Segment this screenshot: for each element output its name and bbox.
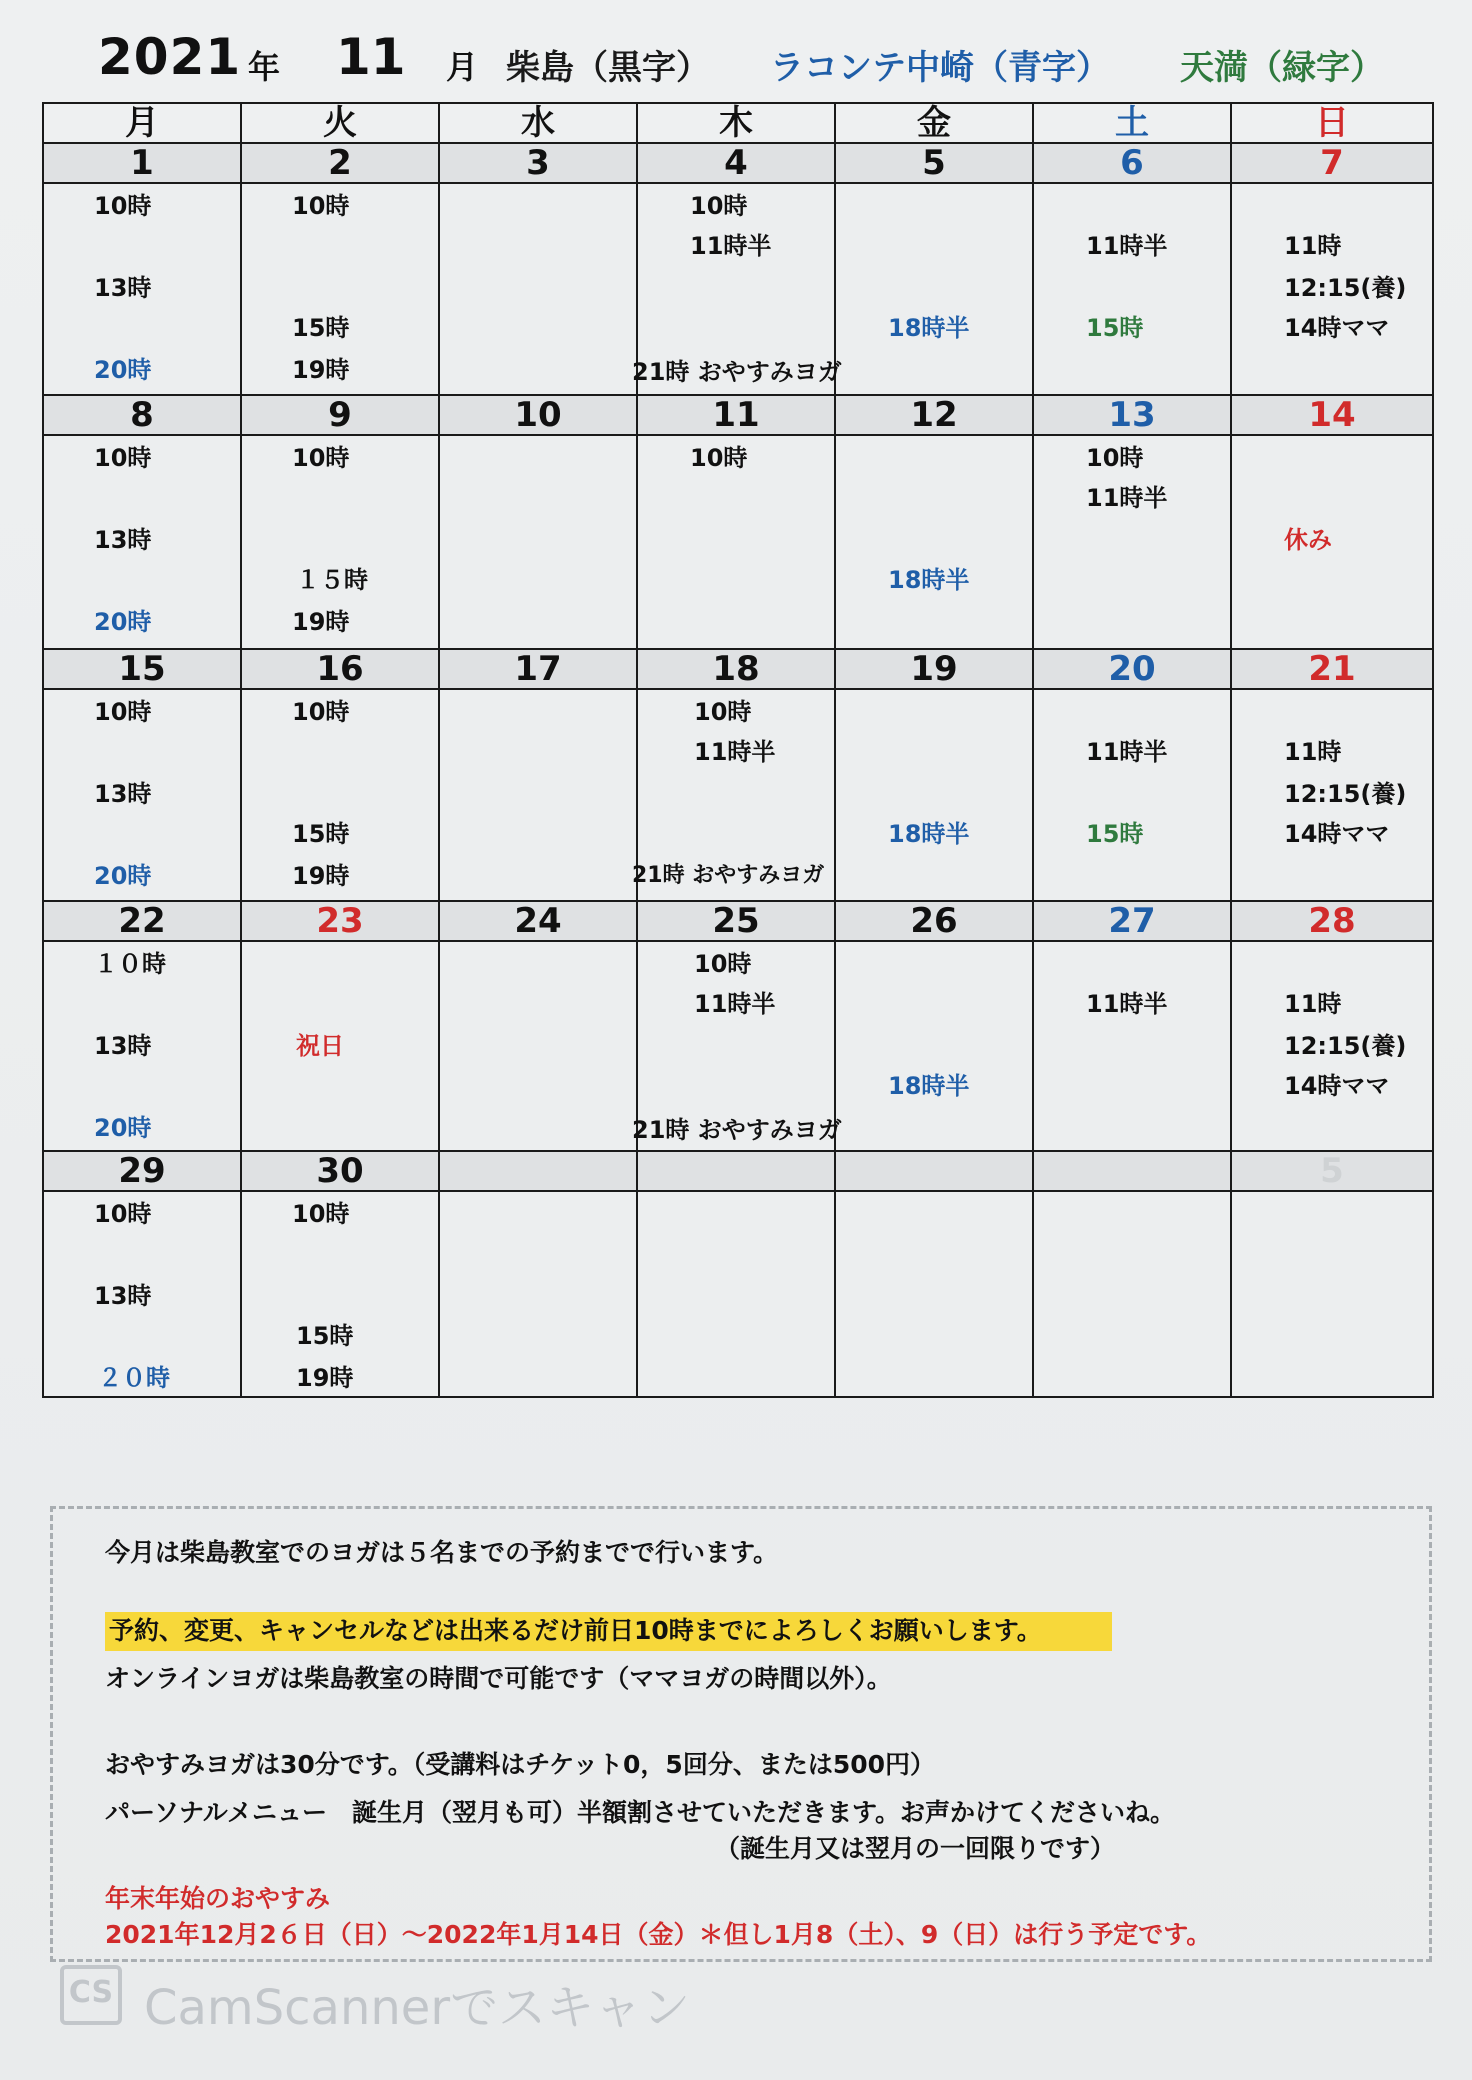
date-cell	[439, 1151, 637, 1191]
day-cell	[835, 689, 1033, 901]
date-cell: 2	[241, 143, 439, 183]
day-cell	[1231, 689, 1433, 901]
date-cell: 17	[439, 649, 637, 689]
class-time: 10時	[690, 444, 748, 472]
calendar-header	[98, 28, 1428, 98]
date-cell: 20	[1033, 649, 1231, 689]
day-cell	[1033, 435, 1231, 649]
yoga-time: 21時	[632, 358, 690, 386]
day-cell	[835, 435, 1033, 649]
content-row-week3	[43, 689, 1433, 901]
day-cell	[241, 941, 439, 1151]
content-row-week5	[43, 1191, 1433, 1397]
class-time: 13時	[94, 780, 152, 808]
day-cell	[43, 435, 241, 649]
class-time: 13時	[94, 526, 152, 554]
class-time: ２０時	[98, 1364, 170, 1392]
date-cell: 11	[637, 395, 835, 435]
class-time: 11時半	[1086, 738, 1168, 766]
class-time: 10時	[94, 1200, 152, 1228]
day-cell	[1231, 183, 1433, 395]
date-row-week2	[43, 395, 1433, 435]
day-cell	[439, 689, 637, 901]
class-time: 18時半	[888, 314, 970, 342]
day-cell	[1033, 941, 1231, 1151]
yoga-name: おやすみヨガ	[692, 863, 825, 888]
yoga-name: おやすみヨガ	[697, 358, 842, 386]
day-cell	[241, 183, 439, 395]
date-cell: 29	[43, 1151, 241, 1191]
class-time: 10時	[292, 698, 350, 726]
class-time: 19時	[296, 1364, 354, 1392]
date-cell: 19	[835, 649, 1033, 689]
weekday-mon: 月	[43, 103, 241, 143]
day-cell	[43, 1191, 241, 1397]
date-cell: 30	[241, 1151, 439, 1191]
class-time: 11時半	[690, 232, 772, 260]
class-time: 10時	[94, 192, 152, 220]
studio-legend-tenma: 天満（緑字）	[1180, 48, 1384, 88]
date-cell: 1	[43, 143, 241, 183]
header-month: 11	[336, 28, 406, 86]
class-time: 13時	[94, 1032, 152, 1060]
holiday-label: 祝日	[296, 1032, 344, 1060]
note-line-red: 2021年12月2６日（日）～2022年1月14日（金）＊但し1月8（土）、9（日）は行う予定です。	[105, 1920, 1212, 1949]
day-cell	[1231, 941, 1433, 1151]
content-row-week1	[43, 183, 1433, 395]
note-heading-red: 年末年始のおやすみ	[105, 1884, 331, 1913]
class-time: 18時半	[888, 566, 970, 594]
class-time: 15時	[1086, 314, 1144, 342]
class-time: 12:15(養)	[1284, 1032, 1407, 1060]
day-cell	[439, 435, 637, 649]
date-cell: 23	[241, 901, 439, 941]
date-cell: 15	[43, 649, 241, 689]
day-cell	[43, 183, 241, 395]
weekday-wed: 水	[439, 103, 637, 143]
day-cell	[241, 435, 439, 649]
class-time: 13時	[94, 274, 152, 302]
class-time: １５時	[296, 566, 368, 594]
class-time: 10時	[694, 698, 752, 726]
day-cell	[1033, 689, 1231, 901]
date-cell: 10	[439, 395, 637, 435]
day-cell	[632, 689, 835, 901]
class-time: 19時	[292, 862, 350, 890]
date-cell	[1033, 1151, 1231, 1191]
date-cell: 27	[1033, 901, 1231, 941]
class-time: 11時半	[694, 990, 776, 1018]
class-time: 18時半	[888, 1072, 970, 1100]
weekday-thu: 木	[637, 103, 835, 143]
class-time: 11時半	[1086, 232, 1168, 260]
date-row-week4	[43, 901, 1433, 941]
note-line: パーソナルメニュー 誕生月（翌月も可）半額割させていただきます。お声かけてくださいね。	[105, 1798, 1176, 1827]
class-time: 11時	[1284, 990, 1342, 1018]
date-cell: 8	[43, 395, 241, 435]
date-cell: 13	[1033, 395, 1231, 435]
date-cell: 18	[637, 649, 835, 689]
class-time: 20時	[94, 862, 152, 890]
class-time: 11時半	[1086, 484, 1168, 512]
class-time: 12:15(養)	[1284, 780, 1407, 808]
day-cell	[43, 689, 241, 901]
date-cell	[835, 1151, 1033, 1191]
class-time: 10時	[292, 444, 350, 472]
note-line: 今月は柴島教室でのヨガは５名までの予約までで行います。	[105, 1538, 779, 1567]
content-row-week4	[43, 941, 1433, 1151]
class-time: 14時ママ	[1284, 1072, 1390, 1100]
date-cell: 12	[835, 395, 1033, 435]
day-cell	[1231, 435, 1433, 649]
date-cell: 25	[637, 901, 835, 941]
yoga-time: 21時	[632, 863, 685, 888]
class-time: 10時	[94, 444, 152, 472]
day-cell	[439, 941, 637, 1151]
date-row-week3	[43, 649, 1433, 689]
header-tsuki: 月	[446, 48, 479, 86]
camscanner-text: CamScannerでスキャン	[144, 1980, 691, 2036]
highlighted-text: 予約、変更、キャンセルなどは出来るだけ前日10時までによろしくお願いします。	[105, 1612, 1112, 1651]
studio-legend-laconte: ラコンテ中崎（青字）	[770, 48, 1110, 88]
day-cell	[1231, 1191, 1433, 1397]
oyasumi-yoga-label	[632, 352, 842, 387]
class-time: 10時	[694, 950, 752, 978]
yoga-name: おやすみヨガ	[697, 1116, 842, 1144]
day-cell	[241, 689, 439, 901]
class-time: 12:15(養)	[1284, 274, 1407, 302]
date-cell: 21	[1231, 649, 1433, 689]
note-line: （誕生月又は翌月の一回限りです）	[715, 1834, 1116, 1863]
class-time: 20時	[94, 608, 152, 636]
date-cell: 9	[241, 395, 439, 435]
camscanner-logo-icon: CS	[60, 1965, 122, 2025]
date-cell-faint: 5	[1231, 1151, 1433, 1191]
date-cell: 22	[43, 901, 241, 941]
class-time: 11時	[1284, 232, 1342, 260]
class-time: 15時	[1086, 820, 1144, 848]
class-time: 10時	[292, 192, 350, 220]
class-time: 11時半	[694, 738, 776, 766]
day-cell	[439, 1191, 637, 1397]
weekday-fri: 金	[835, 103, 1033, 143]
weekday-sat: 土	[1033, 103, 1231, 143]
weekday-sun: 日	[1231, 103, 1433, 143]
camscanner-watermark	[60, 1965, 760, 2036]
note-line: オンラインヨガは柴島教室の時間で可能です（ママヨガの時間以外）。	[105, 1664, 892, 1693]
day-cell	[637, 435, 835, 649]
date-cell: 28	[1231, 901, 1433, 941]
content-row-week2	[43, 435, 1433, 649]
header-nen: 年	[248, 48, 281, 86]
note-highlight-line	[105, 1611, 1112, 1647]
day-cell	[439, 183, 637, 395]
class-time: 10時	[1086, 444, 1144, 472]
class-time: 10時	[94, 698, 152, 726]
date-cell: 3	[439, 143, 637, 183]
class-time: 10時	[690, 192, 748, 220]
date-row-week1	[43, 143, 1433, 183]
yoga-time: 21時	[632, 1116, 690, 1144]
class-time: 14時ママ	[1284, 314, 1390, 342]
date-cell: 14	[1231, 395, 1433, 435]
day-cell	[835, 1191, 1033, 1397]
day-cell	[632, 183, 842, 395]
class-time: 19時	[292, 608, 350, 636]
day-cell	[835, 941, 1033, 1151]
class-time: 20時	[94, 1114, 152, 1142]
date-row-week5	[43, 1151, 1433, 1191]
date-cell: 16	[241, 649, 439, 689]
class-time: 10時	[292, 1200, 350, 1228]
weekday-row	[43, 103, 1433, 143]
class-time: 20時	[94, 356, 152, 384]
class-time: 19時	[292, 356, 350, 384]
class-time: 13時	[94, 1282, 152, 1310]
class-time: 11時	[1284, 738, 1342, 766]
class-time: 14時ママ	[1284, 820, 1390, 848]
day-cell	[835, 183, 1033, 395]
date-cell: 26	[835, 901, 1033, 941]
day-cell	[1033, 1191, 1231, 1397]
date-cell: 5	[835, 143, 1033, 183]
calendar-grid	[42, 102, 1434, 1398]
class-time: 15時	[296, 1322, 354, 1350]
date-cell: 4	[637, 143, 835, 183]
day-cell	[1033, 183, 1231, 395]
weekday-tue: 火	[241, 103, 439, 143]
class-time: 18時半	[888, 820, 970, 848]
class-time: １０時	[94, 950, 166, 978]
oyasumi-yoga-label	[632, 1110, 842, 1145]
date-cell: 24	[439, 901, 637, 941]
date-cell: 7	[1231, 143, 1433, 183]
class-time: 15時	[292, 820, 350, 848]
oyasumi-yoga-label	[632, 858, 824, 889]
date-cell: 6	[1033, 143, 1231, 183]
class-time: 15時	[292, 314, 350, 342]
day-cell	[241, 1191, 439, 1397]
day-cell	[43, 941, 241, 1151]
day-cell	[637, 1191, 835, 1397]
header-year: 2021	[98, 28, 242, 86]
note-line: おやすみヨガは30分です。（受講料はチケット0，5回分、または500円）	[105, 1750, 936, 1779]
class-time: 11時半	[1086, 990, 1168, 1018]
holiday-label: 休み	[1284, 526, 1332, 554]
studio-legend-kunijima: 柴島（黒字）	[506, 48, 710, 88]
notes-box	[50, 1506, 1432, 1962]
date-cell	[637, 1151, 835, 1191]
day-cell	[632, 941, 842, 1151]
